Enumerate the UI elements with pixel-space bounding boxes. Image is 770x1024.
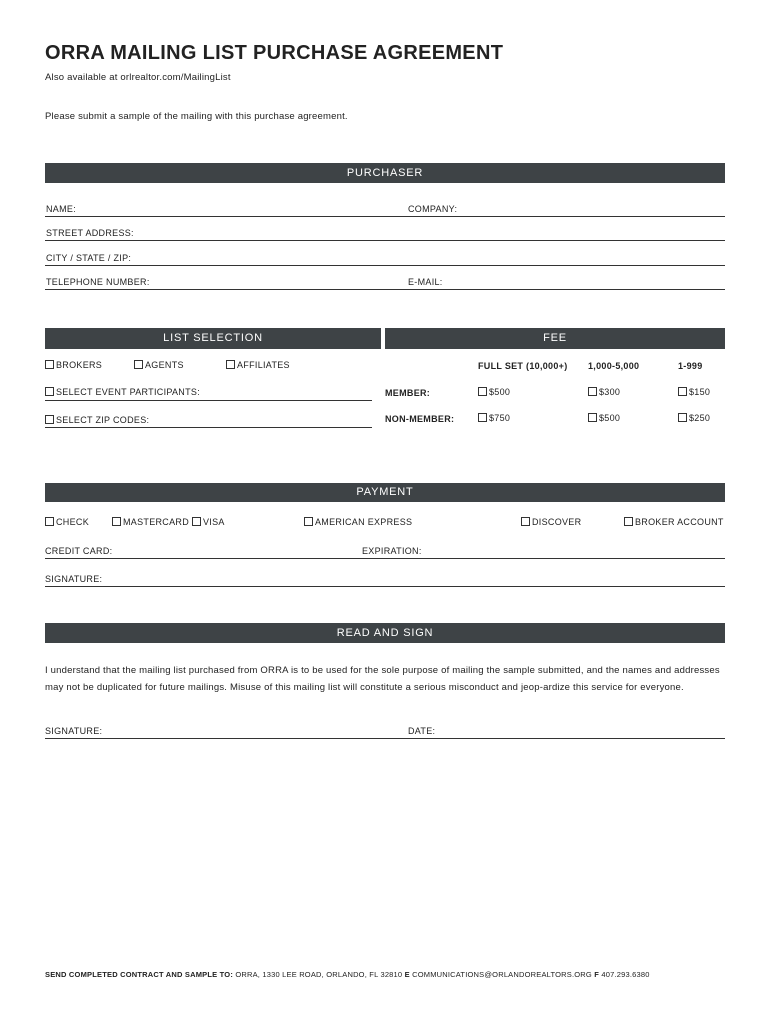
company-label: COMPANY:: [408, 204, 458, 214]
payment-signature-label: SIGNATURE:: [45, 574, 103, 584]
purchaser-header: PURCHASER: [45, 163, 725, 183]
checkbox-icon: [624, 517, 633, 526]
footer-f-label: F: [594, 970, 600, 979]
checkbox-icon: [192, 517, 201, 526]
fee-col-mid: 1,000-5,000: [588, 361, 640, 371]
nonmember-small-checkbox[interactable]: $250: [678, 413, 710, 423]
subtitle: Also available at orlrealtor.com/MailingList: [45, 72, 231, 83]
event-checkbox[interactable]: SELECT EVENT PARTICIPANTS:: [45, 387, 200, 397]
city-label: CITY / STATE / ZIP:: [46, 253, 132, 263]
footer-lead: SEND COMPLETED CONTRACT AND SAMPLE TO:: [45, 970, 234, 979]
checkbox-icon: [45, 517, 54, 526]
payment-header: PAYMENT: [45, 483, 725, 502]
signature-date-field[interactable]: [45, 738, 725, 739]
member-mid-checkbox[interactable]: $300: [588, 387, 620, 397]
mastercard-checkbox[interactable]: MASTERCARD: [112, 517, 189, 527]
payment-signature-field[interactable]: [45, 586, 725, 587]
instruction: Please submit a sample of the mailing with this purchase agreement.: [45, 111, 348, 122]
brokers-checkbox[interactable]: BROKERS: [45, 360, 102, 370]
amex-checkbox[interactable]: AMERICAN EXPRESS: [304, 517, 412, 527]
visa-checkbox[interactable]: VISA: [192, 517, 225, 527]
page-title: ORRA MAILING LIST PURCHASE AGREEMENT: [45, 42, 504, 64]
credit-card-label: CREDIT CARD:: [45, 546, 113, 556]
member-full-checkbox[interactable]: $500: [478, 387, 510, 397]
checkbox-icon: [45, 387, 54, 396]
event-field[interactable]: [45, 400, 372, 401]
nonmember-label: NON-MEMBER:: [385, 414, 455, 424]
checkbox-icon: [588, 413, 597, 422]
credit-card-field[interactable]: [45, 558, 725, 559]
footer-email: COMMUNICATIONS@ORLANDOREALTORS.ORG: [412, 970, 592, 979]
checkbox-icon: [678, 413, 687, 422]
checkbox-icon: [588, 387, 597, 396]
street-label: STREET ADDRESS:: [46, 228, 134, 238]
zip-field[interactable]: [45, 427, 372, 428]
agents-checkbox[interactable]: AGENTS: [134, 360, 184, 370]
signature-label: SIGNATURE:: [45, 726, 103, 736]
city-field[interactable]: [45, 265, 725, 266]
fee-col-full: FULL SET (10,000+): [478, 361, 568, 371]
name-label: NAME:: [46, 204, 77, 214]
checkbox-icon: [112, 517, 121, 526]
footer-fax: 407.293.6380: [601, 970, 650, 979]
broker-account-checkbox[interactable]: BROKER ACCOUNT: [624, 517, 724, 527]
checkbox-icon: [134, 360, 143, 369]
name-company-field[interactable]: [45, 216, 725, 217]
footer: [45, 970, 650, 979]
list-selection-header: LIST SELECTION: [45, 328, 381, 349]
email-label: E-MAIL:: [408, 277, 443, 287]
phone-label: TELEPHONE NUMBER:: [46, 277, 150, 287]
footer-e-label: E: [404, 970, 410, 979]
checkbox-icon: [226, 360, 235, 369]
nonmember-full-checkbox[interactable]: $750: [478, 413, 510, 423]
date-label: DATE:: [408, 726, 436, 736]
checkbox-icon: [521, 517, 530, 526]
fee-col-small: 1-999: [678, 361, 703, 371]
checkbox-icon: [478, 413, 487, 422]
agreement-text: I understand that the mailing list purchased from ORRA is to be used for the sole purpose of mailing the sample submitted, and the names and addresses may not be duplicated for future mailings. Misuse of this mailing list will constitute a serious misconduct and jeop-ardize this service for everyone.: [45, 665, 720, 693]
nonmember-mid-checkbox[interactable]: $500: [588, 413, 620, 423]
checkbox-icon: [678, 387, 687, 396]
checkbox-icon: [45, 360, 54, 369]
street-field[interactable]: [45, 240, 725, 241]
checkbox-icon: [45, 415, 54, 424]
discover-checkbox[interactable]: DISCOVER: [521, 517, 581, 527]
member-small-checkbox[interactable]: $150: [678, 387, 710, 397]
check-checkbox[interactable]: CHECK: [45, 517, 89, 527]
footer-address: ORRA, 1330 LEE ROAD, ORLANDO, FL 32810: [235, 970, 403, 979]
fee-header: FEE: [385, 328, 725, 349]
member-label: MEMBER:: [385, 388, 431, 398]
expiration-label: EXPIRATION:: [362, 546, 422, 556]
phone-email-field[interactable]: [45, 289, 725, 290]
read-sign-header: READ AND SIGN: [45, 623, 725, 643]
affiliates-checkbox[interactable]: AFFILIATES: [226, 360, 290, 370]
zip-checkbox[interactable]: SELECT ZIP CODES:: [45, 415, 149, 425]
checkbox-icon: [304, 517, 313, 526]
checkbox-icon: [478, 387, 487, 396]
